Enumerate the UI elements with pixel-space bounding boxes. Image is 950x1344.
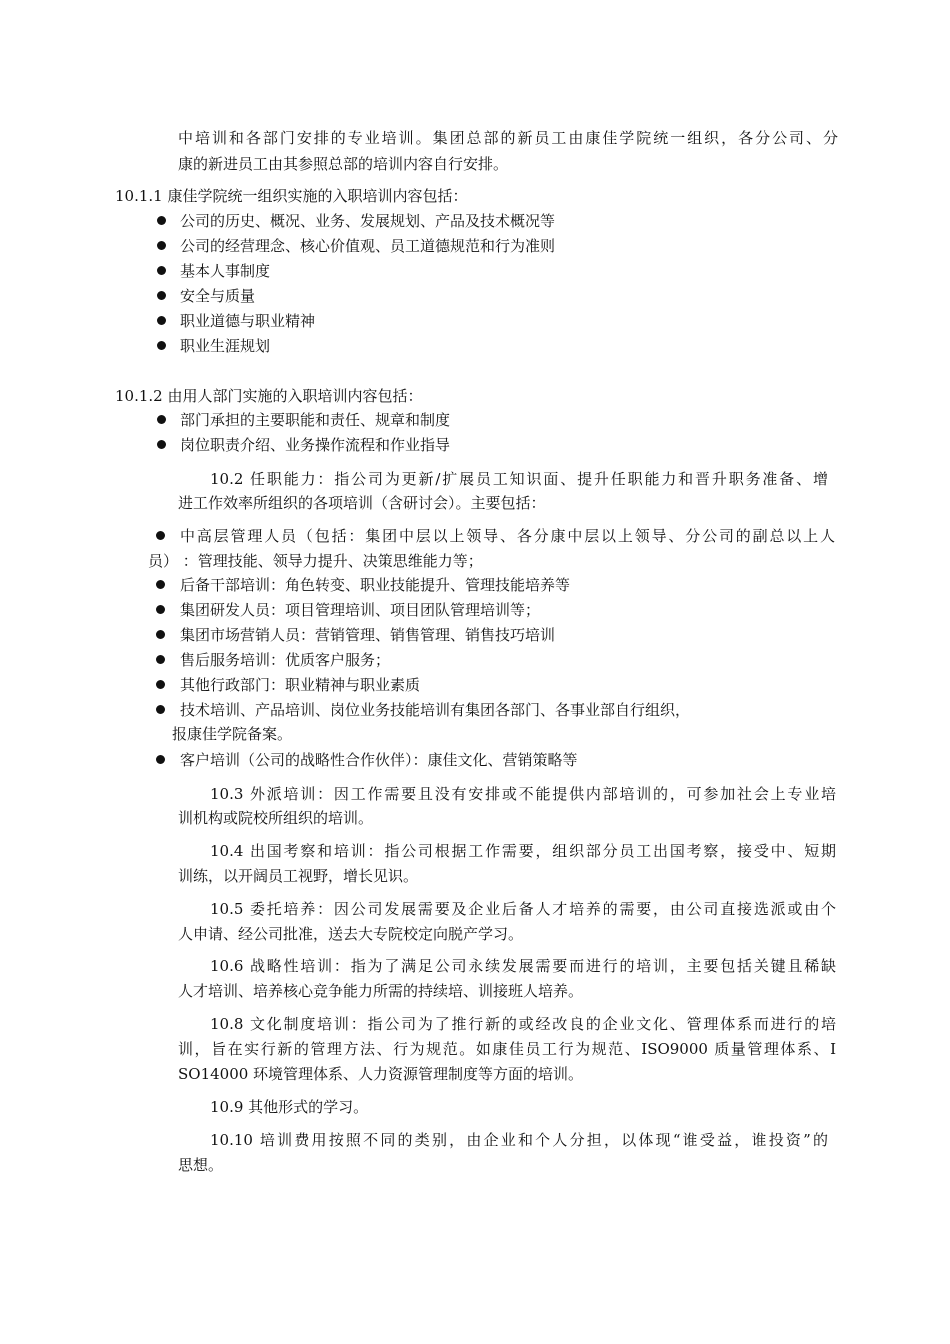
section-10-8-line-3: SO14000 环境管理体系、人力资源管理制度等方面的培训。 (178, 1065, 584, 1083)
bullet-icon (156, 655, 165, 664)
list-item-text: 职业生涯规划 (180, 337, 271, 355)
list-item-text: 技术培训、产品培训、岗位业务技能培训有集团各部门、各事业部自行组织， (180, 701, 691, 719)
list-item-text: 基本人事制度 (180, 262, 271, 280)
list-item-continuation: 员） ：管理技能、领导力提升、决策思维能力等； (148, 552, 483, 570)
section-10-9-line-1: 10.9 其他形式的学习。 (210, 1098, 369, 1116)
intro-line-2: 康的新进员工由其参照总部的培训内容自行安排。 (178, 155, 509, 173)
list-item-continuation: 报康佳学院备案。 (172, 725, 293, 743)
section-10-6-line-2: 人才培训、培养核心竞争能力所需的持续培、训接班人培养。 (178, 982, 584, 1000)
list-item-text: 公司的历史、概况、业务、发展规划、产品及技术概况等 (180, 212, 556, 230)
bullet-icon (156, 680, 165, 689)
bullet-icon (156, 630, 165, 639)
bullet-icon (157, 341, 166, 350)
list-item-text: 客户培训（公司的战略性合作伙伴）：康佳文化、营销策略等 (180, 751, 578, 769)
list-item-text: 集团市场营销人员：营销管理、销售管理、销售技巧培训 (180, 626, 556, 644)
list-item-text: 集团研发人员：项目管理培训、项目团队管理培训等； (180, 601, 541, 619)
list-item-text: 后备干部培训：角色转变、职业技能提升、管理技能培养等 (180, 576, 571, 594)
section-10-10-line-1: 10.10 培训费用按照不同的类别，由企业和个人分担，以体现“谁受益，谁投资”的 (210, 1131, 828, 1149)
bullet-icon (157, 291, 166, 300)
section-10-8-line-2: 训，旨在实行新的管理方法、行为规范。如康佳员工行为规范、ISO9000 质量管理体系、I (178, 1040, 836, 1058)
section-10-6-line-1: 10.6 战略性培训：指为了满足公司永续发展需要而进行的培训，主要包括关键且稀缺 (210, 957, 836, 975)
bullet-icon (156, 755, 165, 764)
list-item-text: 其他行政部门：职业精神与职业素质 (180, 676, 421, 694)
section-10-3-line-1: 10.3 外派培训：因工作需要且没有安排或不能提供内部培训的，可参加社会上专业培 (210, 785, 836, 803)
bullet-icon (156, 531, 165, 540)
list-item-text: 安全与质量 (180, 287, 256, 305)
list-item-text: 职业道德与职业精神 (180, 312, 316, 330)
bullet-icon (156, 580, 165, 589)
section-10-4-line-2: 训练，以开阔员工视野，增长见识。 (178, 867, 419, 885)
list-item-text: 公司的经营理念、核心价值观、员工道德规范和行为准则 (180, 237, 556, 255)
list-item-text: 售后服务培训：优质客户服务； (180, 651, 391, 669)
bullet-icon (157, 266, 166, 275)
bullet-icon (157, 440, 166, 449)
list-item-text: 中高层管理人员（包括：集团中层以上领导、各分康中层以上领导、分公司的副总以上人 (180, 527, 835, 545)
bullet-icon (157, 316, 166, 325)
section-10-3-line-2: 训机构或院校所组织的培训。 (178, 809, 374, 827)
section-10-10-line-2: 思想。 (178, 1156, 224, 1174)
section-10-5-line-2: 人申请、经公司批准，送去大专院校定向脱产学习。 (178, 925, 524, 943)
section-10-2-line-1: 10.2 任职能力：指公司为更新/扩展员工知识面、提升任职能力和晋升职务准备、增 (210, 470, 828, 488)
section-10-8-line-1: 10.8 文化制度培训：指公司为了推行新的或经改良的企业文化、管理体系而进行的培 (210, 1015, 836, 1033)
section-10-1-1-heading: 10.1.1 康佳学院统一组织实施的入职培训内容包括： (115, 187, 468, 205)
bullet-icon (157, 241, 166, 250)
intro-line-1: 中培训和各部门安排的专业培训。集团总部的新员工由康佳学院统一组织，各分公司、分 (178, 129, 838, 147)
section-10-4-line-1: 10.4 出国考察和培训：指公司根据工作需要，组织部分员工出国考察，接受中、短期 (210, 842, 836, 860)
section-10-1-2-heading: 10.1.2 由用人部门实施的入职培训内容包括： (115, 387, 423, 405)
list-item-text: 岗位职责介绍、业务操作流程和作业指导 (180, 436, 451, 454)
bullet-icon (156, 705, 165, 714)
bullet-icon (157, 415, 166, 424)
bullet-icon (156, 605, 165, 614)
bullet-icon (157, 216, 166, 225)
list-item-text: 部门承担的主要职能和责任、规章和制度 (180, 411, 451, 429)
section-10-5-line-1: 10.5 委托培养：因公司发展需要及企业后备人才培养的需要，由公司直接选派或由个 (210, 900, 836, 918)
section-10-2-line-2: 进工作效率所组织的各项培训（含研讨会）。主要包括： (178, 494, 546, 512)
